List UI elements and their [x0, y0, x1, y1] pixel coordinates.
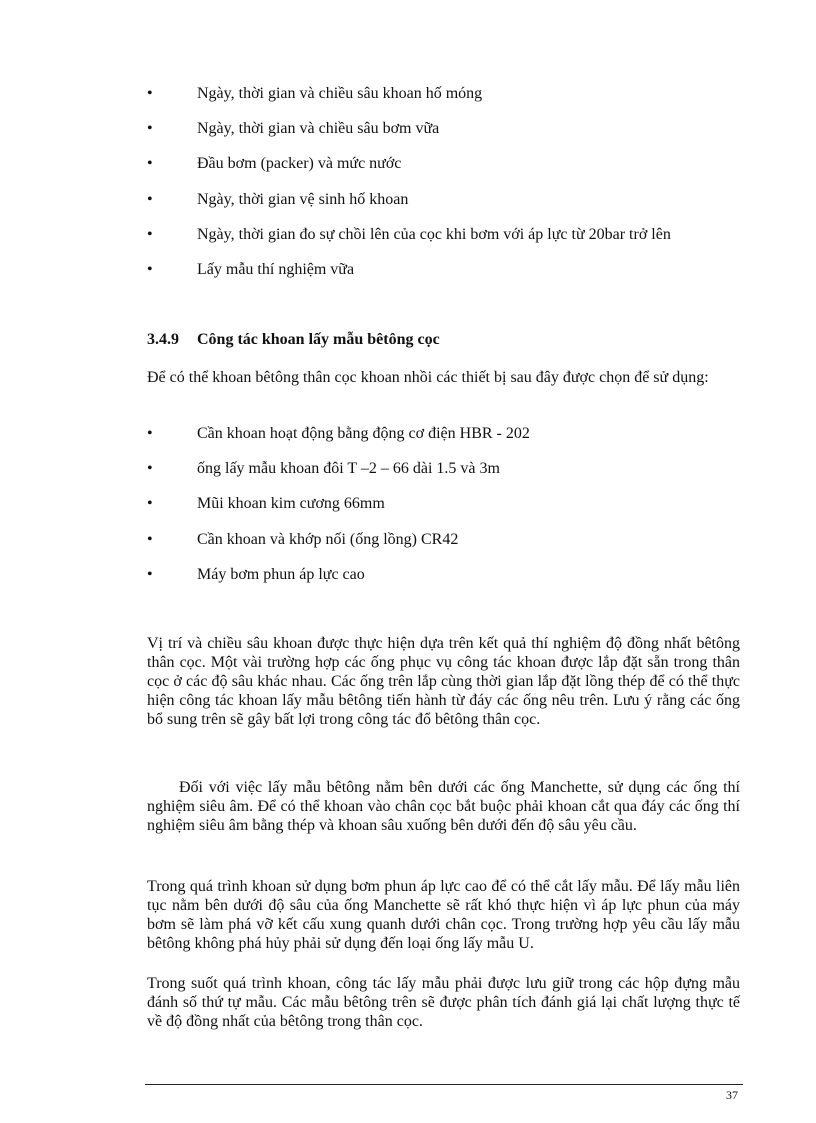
- list-item: • ống lấy mẫu khoan đôi T –2 – 66 dài 1.5 và 3m: [147, 460, 500, 478]
- bullet-icon: •: [147, 260, 153, 278]
- section-heading: [147, 331, 440, 349]
- list-item: • Ngày, thời gian vệ sinh hố khoan: [147, 190, 409, 208]
- list-item: • Cần khoan hoạt động bằng động cơ điện HBR - 202: [147, 425, 530, 442]
- list-item: • Mũi khoan kim cương 66mm: [147, 495, 385, 513]
- page-number: 37: [726, 1088, 738, 1102]
- bullet-icon: •: [147, 190, 153, 208]
- list-item: • Cần khoan và khớp nối (ống lồng) CR42: [147, 530, 459, 548]
- list-item: • Ngày, thời gian và chiều sâu bơm vữa: [147, 120, 440, 138]
- section-title: Công tác khoan lấy mẫu bêtông cọc: [197, 331, 440, 348]
- body-paragraph: Vị trí và chiều sâu khoan được thực hiện dựa trên kết quả thí nghiệm độ đồng nhất bêtông thân cọc. Một vài trường hợp các ống phục vụ công tác khoan được lắp đặt sẵn trong thân cọc ở các độ sâu khác nhau. Các ống trên lắp cùng thời gian lắp đặt lồng thép để có thể thực hiện công tác khoan lấy mẫu bêtông tiến hành từ đáy các ống nêu trên. Lưu ý rằng các ống bổ sung trên sẽ gây bất lợi trong công tác đổ bêtông thân cọc.: [147, 635, 740, 728]
- bullet-list-equipment: [147, 424, 747, 600]
- bullet-icon: •: [147, 495, 153, 513]
- bullet-icon: •: [147, 155, 153, 173]
- bullet-icon: •: [147, 460, 153, 478]
- list-item: • Ngày, thời gian và chiều sâu khoan hố móng: [147, 85, 483, 102]
- body-paragraph: Trong suốt quá trình khoan, công tác lấy mẫu phải được lưu giữ trong các hộp đựng mẫu đánh số thứ tự mẫu. Các mẫu bêtông trên sẽ được phân tích đánh giá lại chất lượng thực tế về độ đồng nhất của bêtông trong thân cọc.: [147, 975, 740, 1030]
- list-item: • Đầu bơm (packer) và mức nước: [147, 155, 402, 173]
- footer-divider: [145, 1084, 743, 1085]
- bullet-icon: •: [147, 530, 153, 548]
- list-item: • Máy bơm phun áp lực cao: [147, 565, 365, 583]
- bullet-icon: •: [147, 120, 153, 138]
- bullet-icon: •: [147, 85, 153, 102]
- section-number: 3.4.9: [147, 331, 179, 348]
- intro-paragraph: Để có thể khoan bêtông thân cọc khoan nhồi các thiết bị sau đây được chọn để sử dụng:: [147, 369, 709, 386]
- list-item: • Ngày, thời gian đo sự chồi lên của cọc khi bơm với áp lực từ 20bar trở lên: [147, 225, 671, 243]
- bullet-icon: •: [147, 425, 153, 442]
- body-paragraph: Đối với việc lấy mẫu bêtông nằm bên dưới các ống Manchette, sử dụng các ống thí nghiệm siêu âm. Để có thể khoan vào chân cọc bắt buộc phải khoan cắt qua đáy các ống thí nghiệm siêu âm bằng thép và khoan sâu xuống bên dưới đến độ sâu yêu cầu.: [147, 779, 740, 834]
- bullet-list-records: [147, 84, 747, 295]
- bullet-icon: •: [147, 225, 153, 243]
- list-item: • Lấy mẫu thí nghiệm vữa: [147, 260, 355, 278]
- bullet-icon: •: [147, 565, 153, 583]
- body-paragraph: Trong quá trình khoan sử dụng bơm phun áp lực cao để có thể cắt lấy mẫu. Để lấy mẫu liên tục nằm bên dưới độ sâu của ống Manchette sẽ rất khó thực hiện vì áp lực phun của máy bơm sẽ làm phá vỡ kết cấu xung quanh dưới chân cọc. Trong trường hợp yêu cầu lấy mẫu bêtông không phá hủy phải sử dụng đến loại ống lấy mẫu U.: [147, 878, 740, 952]
